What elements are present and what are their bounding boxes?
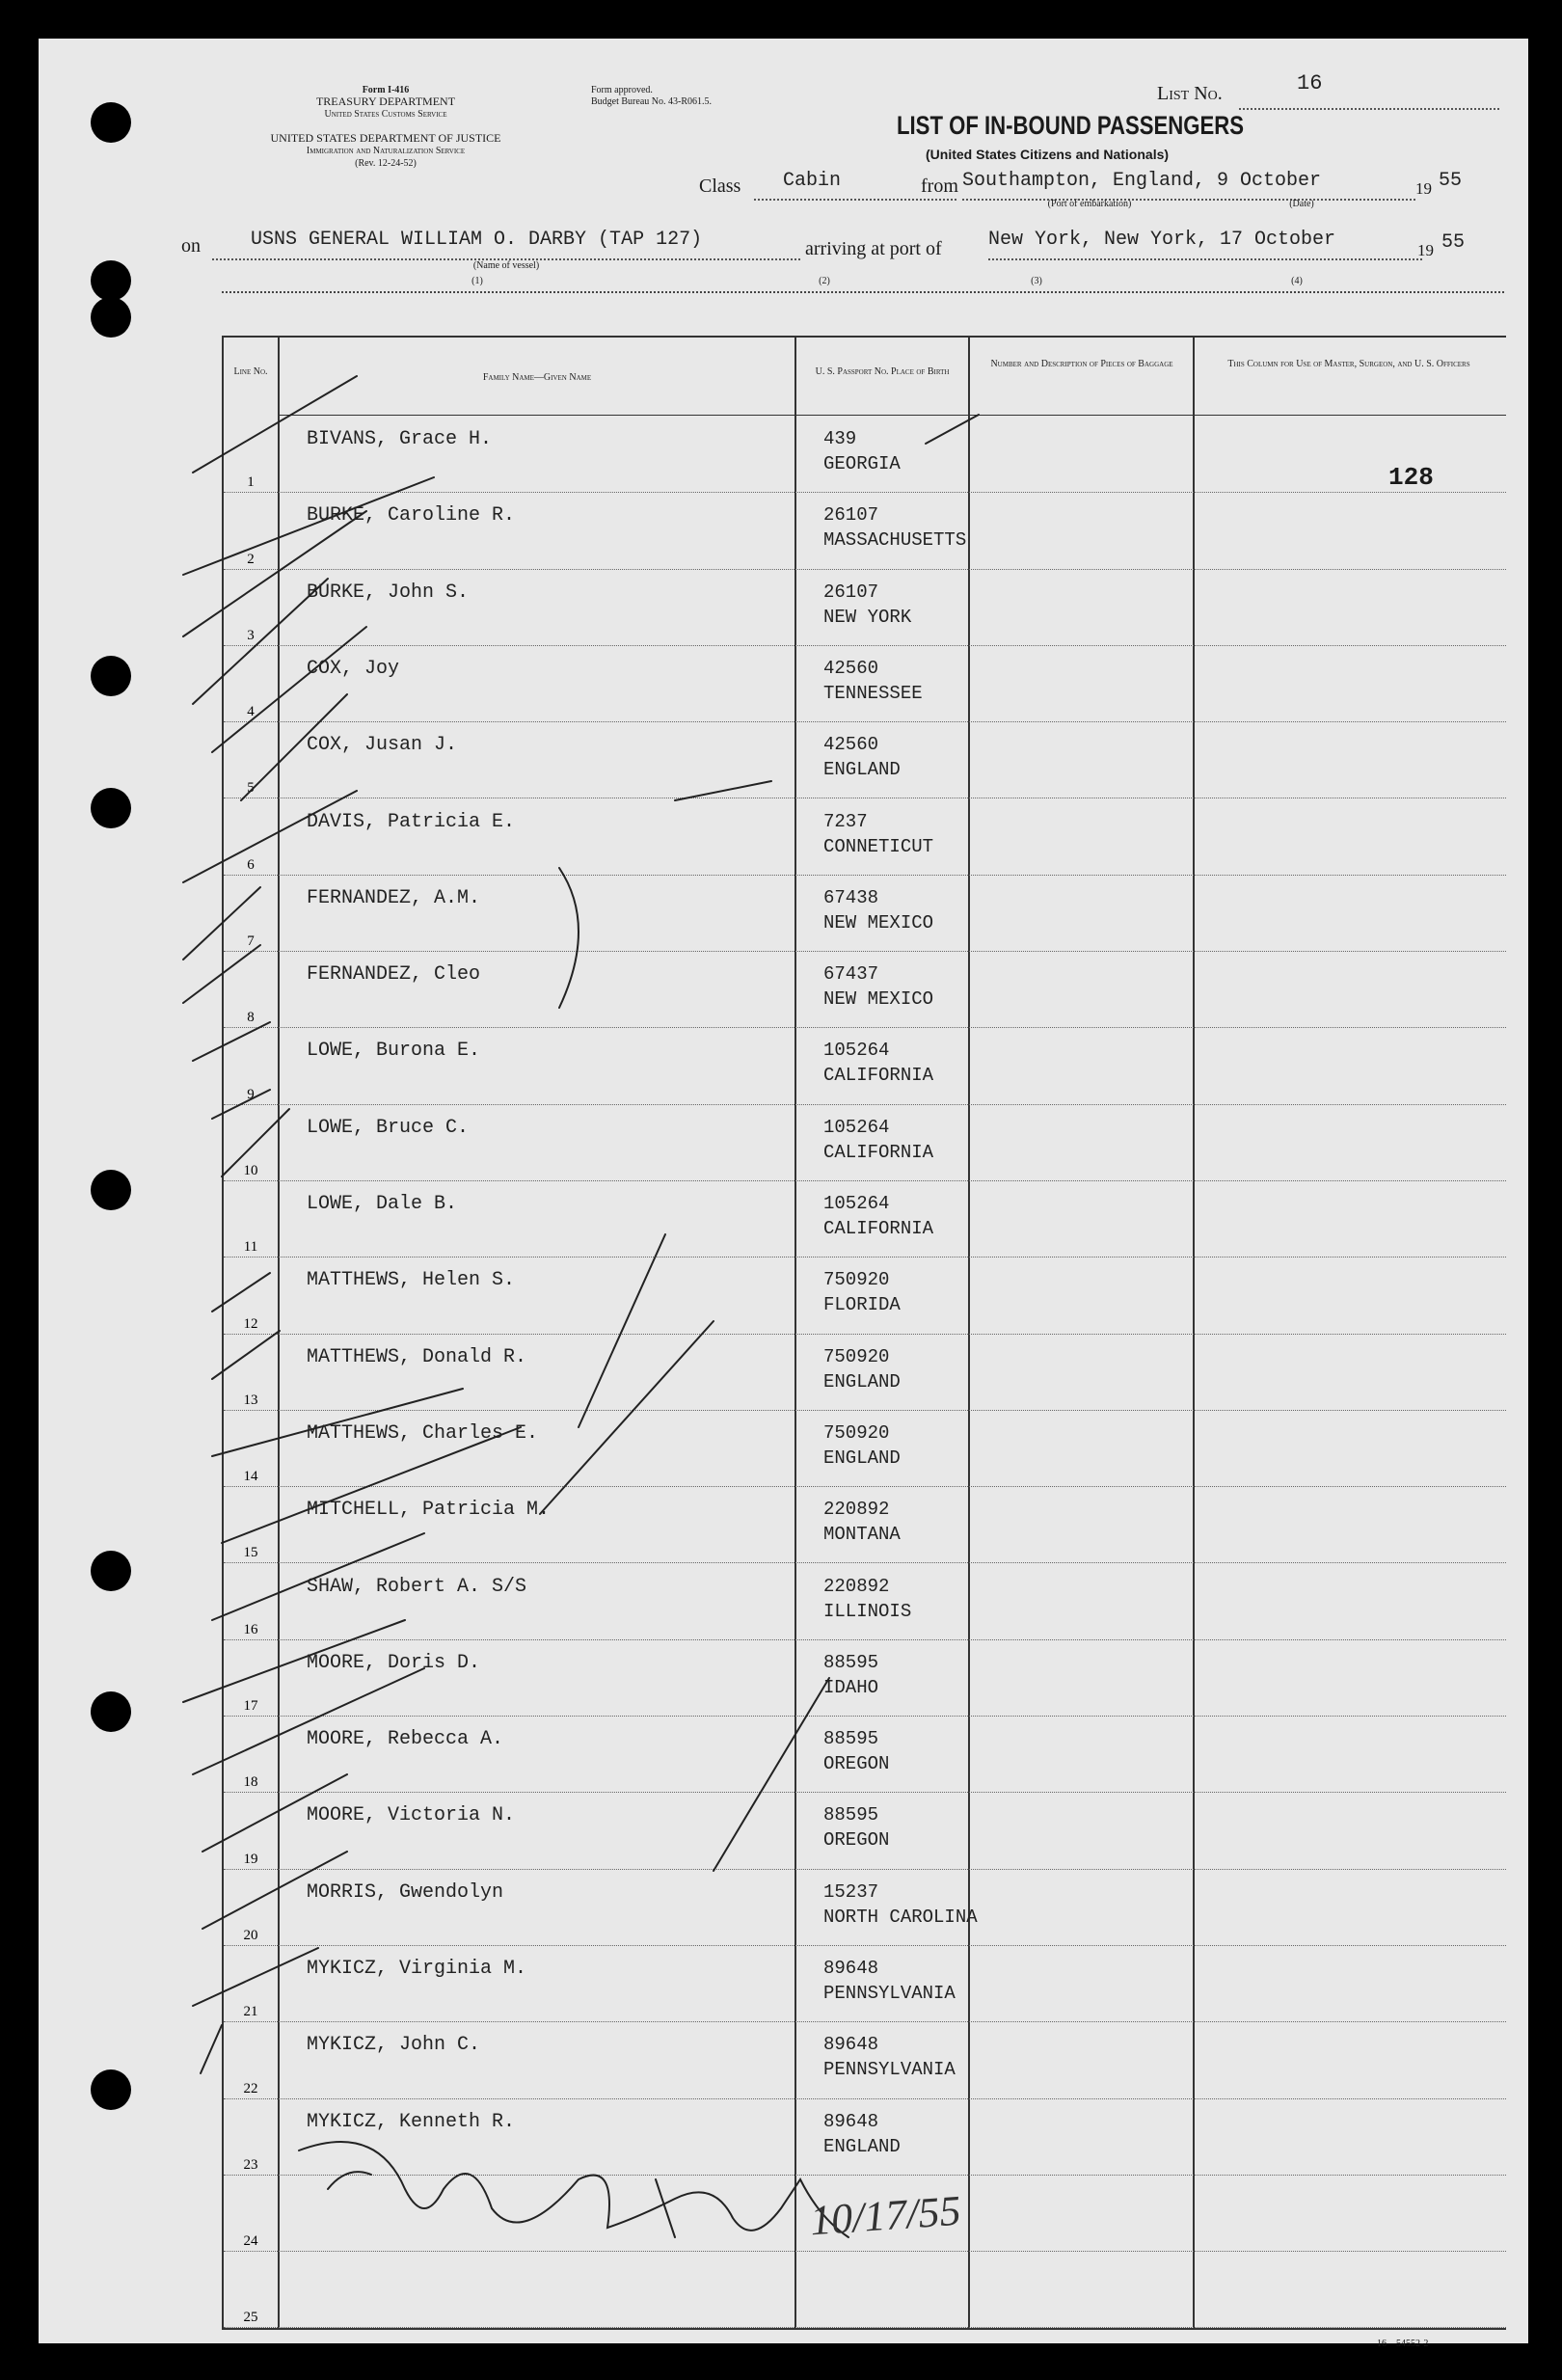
place-of-birth: NORTH CAROLINA <box>823 1906 978 1928</box>
table-row <box>224 570 1506 646</box>
passport-number: 220892 <box>823 1575 890 1597</box>
line-number: 19 <box>243 1851 258 1867</box>
binder-hole <box>91 656 131 696</box>
passport-number: 88595 <box>823 1728 879 1750</box>
col-number-3: (3) <box>1031 276 1042 286</box>
place-of-birth: IDAHO <box>823 1676 879 1698</box>
table-row <box>224 1411 1506 1487</box>
passport-number: 220892 <box>823 1499 890 1521</box>
line-number: 22 <box>243 2080 258 2096</box>
list-no-label: List No. <box>1157 83 1223 104</box>
line-number: 8 <box>247 1010 255 1026</box>
row-rule <box>224 2327 1506 2328</box>
passport-number: 750920 <box>823 1421 890 1444</box>
table-row <box>224 722 1506 798</box>
arrival-year-value: 55 <box>1441 231 1466 254</box>
passenger-name: MOORE, Victoria N. <box>307 1804 516 1827</box>
col-number-1: (1) <box>471 276 483 286</box>
line-number: 3 <box>247 627 255 643</box>
passport-number: 7237 <box>823 810 868 832</box>
table-row <box>224 1870 1506 1946</box>
col-header-name: Family Name—Given Name <box>482 372 592 383</box>
immigration-service: Immigration and Naturalization Service <box>306 146 466 156</box>
col-header-officers: This Column for Use of Master, Surgeon, and U. S. Officers <box>1227 359 1470 369</box>
passenger-name: COX, Jusan J. <box>307 734 458 757</box>
arrival-year-prefix: 19 <box>1417 241 1434 259</box>
col-header-line-no: Line No. <box>233 366 268 377</box>
passport-number: 750920 <box>823 1269 890 1291</box>
line-number: 12 <box>243 1315 258 1332</box>
col-header-passport: U. S. Passport No. Place of Birth <box>815 366 950 377</box>
place-of-birth: ENGLAND <box>823 1370 901 1393</box>
passport-number: 67438 <box>823 886 879 908</box>
passenger-name: LOWE, Bruce C. <box>307 1116 470 1139</box>
place-of-birth: MONTANA <box>823 1524 901 1546</box>
passenger-name: LOWE, Burona E. <box>307 1040 481 1063</box>
line-number: 21 <box>243 2004 258 2020</box>
binder-hole <box>91 788 131 828</box>
passenger-name: MATTHEWS, Helen S. <box>307 1269 516 1292</box>
table-row <box>224 1717 1506 1793</box>
line-number: 20 <box>243 1927 258 1943</box>
passport-number: 89648 <box>823 2110 879 2132</box>
list-no-field <box>1239 83 1499 110</box>
place-of-birth: NEW MEXICO <box>823 988 934 1011</box>
table-row <box>224 1181 1506 1258</box>
passport-number: 105264 <box>823 1116 890 1138</box>
passenger-name: MYKICZ, Kenneth R. <box>307 2110 516 2133</box>
passenger-name: LOWE, Dale B. <box>307 1193 458 1215</box>
passport-number: 26107 <box>823 581 879 603</box>
table-row <box>224 876 1506 952</box>
line-number: 24 <box>243 2233 258 2250</box>
from-value: Southampton, England, 9 October <box>962 170 1322 192</box>
port-caption: (Port of embarkation) <box>1047 199 1132 209</box>
place-of-birth: ENGLAND <box>823 1447 901 1469</box>
place-of-birth: TENNESSEE <box>823 682 923 704</box>
table-row <box>224 1946 1506 2022</box>
line-number: 16 <box>243 1621 258 1637</box>
line-number: 11 <box>243 1239 258 1256</box>
place-of-birth: ENGLAND <box>823 759 901 781</box>
passport-number: 89648 <box>823 1958 879 1979</box>
place-of-birth: FLORIDA <box>823 1294 901 1316</box>
footer-code: 16—54552-2 <box>1377 2339 1429 2349</box>
passenger-name: BIVANS, Grace H. <box>307 428 493 450</box>
form-revision: (Rev. 12-24-52) <box>355 158 417 169</box>
binder-hole <box>91 297 131 338</box>
header-rule <box>222 291 1504 293</box>
place-of-birth: ENGLAND <box>823 2135 901 2157</box>
passenger-name: MYKICZ, Virginia M. <box>307 1958 527 1980</box>
line-number: 2 <box>247 551 255 567</box>
class-value: Cabin <box>783 170 842 192</box>
manifest-page <box>39 39 1528 2349</box>
from-label: from <box>921 176 958 197</box>
binder-hole <box>91 260 131 301</box>
passenger-name: MOORE, Doris D. <box>307 1651 481 1674</box>
signature-date: 10/17/55 <box>808 2186 962 2245</box>
line-number: 4 <box>247 704 255 720</box>
treasury-dept: TREASURY DEPARTMENT <box>315 95 456 108</box>
arriving-label: arriving at port of <box>805 238 942 259</box>
table-row <box>224 799 1506 876</box>
passport-number: 89648 <box>823 2034 879 2056</box>
passport-number: 105264 <box>823 1193 890 1214</box>
passenger-name: DAVIS, Patricia E. <box>307 810 516 833</box>
passenger-name: BURKE, Caroline R. <box>307 504 516 527</box>
place-of-birth: CALIFORNIA <box>823 1141 934 1163</box>
table-row <box>224 1640 1506 1717</box>
binder-hole <box>91 1170 131 1210</box>
vessel-name: USNS GENERAL WILLIAM O. DARBY (TAP 127) <box>251 229 703 251</box>
passport-number: 15237 <box>823 1880 879 1903</box>
line-number: 6 <box>247 856 255 873</box>
line-number: 9 <box>247 1086 255 1102</box>
col-header-baggage: Number and Description of Pieces of Baggage <box>990 359 1173 369</box>
table-row <box>224 493 1506 569</box>
binder-hole <box>91 1551 131 1591</box>
line-number: 7 <box>247 933 255 950</box>
passport-number: 67437 <box>823 963 879 986</box>
class-label: Class <box>699 176 741 197</box>
arrival-port: New York, New York, 17 October <box>988 229 1336 251</box>
binder-hole <box>91 2069 131 2110</box>
list-no-value: 16 <box>1297 71 1323 95</box>
passport-number: 42560 <box>823 734 879 756</box>
vessel-caption: (Name of vessel) <box>472 260 540 271</box>
line-number: 14 <box>243 1469 258 1485</box>
line-number: 1 <box>247 474 255 491</box>
table-row <box>224 1335 1506 1411</box>
passenger-name: MORRIS, Gwendolyn <box>307 1880 504 1904</box>
line-number: 23 <box>243 2156 258 2173</box>
passenger-name: COX, Joy <box>307 657 400 680</box>
col-number-2: (2) <box>819 276 830 286</box>
officer-mark: 128 <box>1388 463 1434 492</box>
passenger-name: BURKE, John S. <box>307 581 470 604</box>
line-number: 15 <box>243 1545 258 1561</box>
passport-number: 42560 <box>823 657 879 679</box>
table-row <box>224 2022 1506 2098</box>
header-bottom-rule <box>278 415 1506 416</box>
table-row <box>224 952 1506 1028</box>
justice-dept: UNITED STATES DEPARTMENT OF JUSTICE <box>270 131 501 145</box>
passenger-name: SHAW, Robert A. S/S <box>307 1575 527 1598</box>
table-row <box>224 1105 1506 1181</box>
passenger-name: FERNANDEZ, A.M. <box>307 886 481 909</box>
passenger-name: MITCHELL, Patricia M. <box>307 1499 551 1522</box>
place-of-birth: OREGON <box>823 1753 890 1775</box>
check-mark <box>201 2025 222 2073</box>
from-year-value: 55 <box>1439 170 1463 192</box>
line-number: 13 <box>243 1392 258 1408</box>
col-number-4: (4) <box>1291 276 1303 286</box>
table-row <box>224 1487 1506 1563</box>
table-row <box>224 417 1506 493</box>
place-of-birth: PENNSYLVANIA <box>823 2059 956 2081</box>
line-number: 5 <box>247 780 255 797</box>
passenger-name: MYKICZ, John C. <box>307 2034 481 2057</box>
place-of-birth: CALIFORNIA <box>823 1218 934 1239</box>
passenger-name: MATTHEWS, Charles E. <box>307 1421 539 1445</box>
passenger-name: FERNANDEZ, Cleo <box>307 963 481 987</box>
from-year-prefix: 19 <box>1415 179 1432 198</box>
table-row <box>224 2099 1506 2176</box>
line-number: 10 <box>243 1162 258 1178</box>
form-approved: Form approved. <box>591 85 653 95</box>
table-row <box>224 646 1506 722</box>
passport-number: 105264 <box>823 1040 890 1062</box>
place-of-birth: PENNSYLVANIA <box>823 1983 956 2004</box>
line-number: 18 <box>243 1774 258 1791</box>
table-row <box>224 1028 1506 1104</box>
place-of-birth: CONNETICUT <box>823 835 934 857</box>
binder-hole <box>91 102 131 143</box>
passport-number: 88595 <box>823 1804 879 1826</box>
page-title: LIST OF IN-BOUND PASSENGERS <box>897 111 1245 140</box>
form-number: Form I-416 <box>362 85 410 95</box>
place-of-birth: OREGON <box>823 1829 890 1852</box>
passenger-name: MATTHEWS, Donald R. <box>307 1345 527 1368</box>
binder-hole <box>91 1691 131 1732</box>
budget-bureau: Budget Bureau No. 43-R061.5. <box>591 96 712 107</box>
passport-number: 750920 <box>823 1345 890 1367</box>
line-number: 17 <box>243 1698 258 1715</box>
place-of-birth: CALIFORNIA <box>823 1065 934 1087</box>
passport-number: 88595 <box>823 1651 879 1673</box>
passenger-table <box>222 336 1506 2330</box>
customs-service: United States Customs Service <box>324 109 447 120</box>
passport-number: 26107 <box>823 504 879 527</box>
passenger-name: MOORE, Rebecca A. <box>307 1728 504 1751</box>
line-number: 25 <box>243 2310 258 2326</box>
page-subtitle: (United States Citizens and Nationals) <box>926 147 1170 162</box>
table-row <box>224 1793 1506 1869</box>
table-row <box>224 2252 1506 2328</box>
date-caption: (Date) <box>1289 199 1314 209</box>
passport-number: 439 <box>823 428 857 449</box>
on-label: on <box>181 235 201 257</box>
place-of-birth: NEW YORK <box>823 606 912 628</box>
place-of-birth: NEW MEXICO <box>823 911 934 933</box>
place-of-birth: ILLINOIS <box>823 1600 912 1622</box>
table-row <box>224 1258 1506 1334</box>
table-row <box>224 1564 1506 1640</box>
place-of-birth: MASSACHUSETTS <box>823 529 967 552</box>
place-of-birth: GEORGIA <box>823 453 901 474</box>
